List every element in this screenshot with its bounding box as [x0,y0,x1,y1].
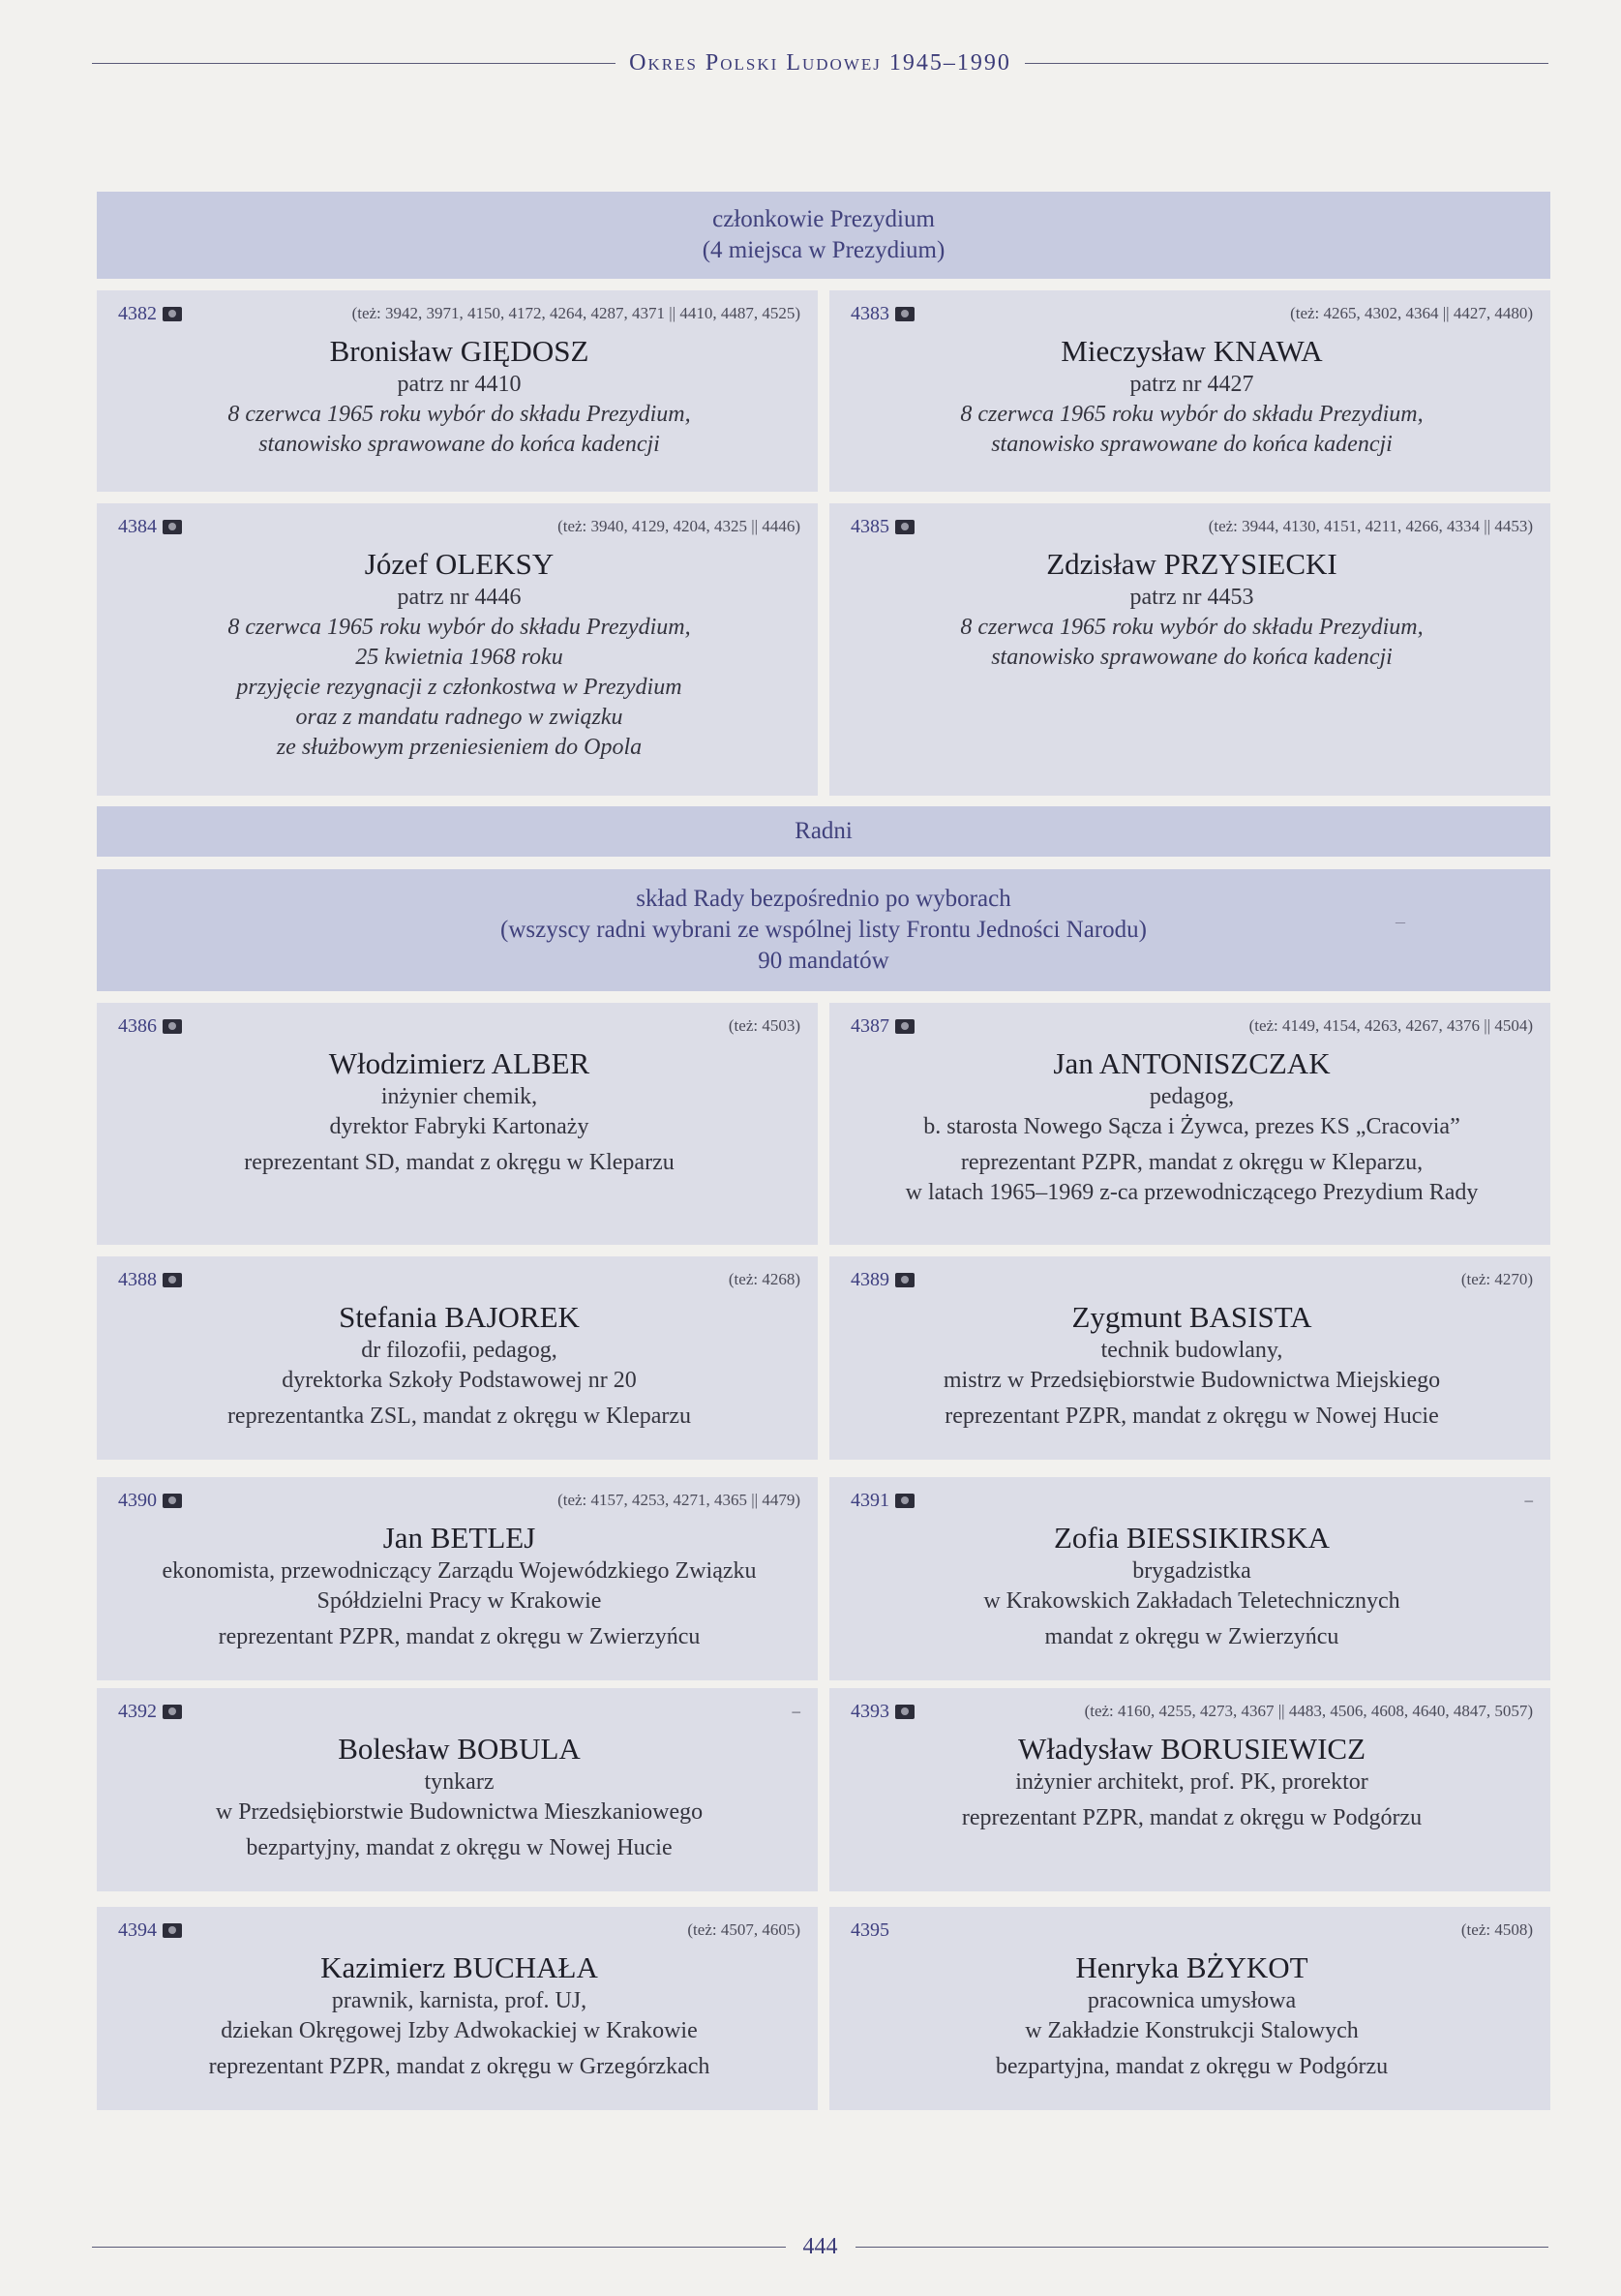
page-number: 444 [802,2234,838,2259]
entry-line: tynkarz [424,1769,495,1795]
entry-refs: (też: 4270) [1460,1270,1533,1288]
council-header-line1: skład Rady bezpośrednio po wyborach [636,886,1011,912]
entry-top-row [118,1698,800,1725]
entry-number [851,1701,915,1723]
entry-line: technik budowlany, [1100,1338,1283,1363]
entry-card [829,1477,1550,1680]
entry-line: mistrz w Przedsiębiorstwie Budownictwa Miejskiego [943,1368,1441,1393]
entry-line: brygadzistka [1132,1558,1251,1584]
entry-body [851,333,1533,460]
council-header-line3: 90 mandatów [758,948,889,974]
entry-line: mandat z okręgu w Zwierzyńcu [1044,1624,1339,1649]
entry-card [97,1003,818,1245]
entry-refs: (też: 4508) [1460,1920,1533,1939]
entry-refs: – [792,1702,800,1720]
entry-number [118,1269,182,1291]
entry-line: inżynier chemik, [380,1084,538,1109]
entry-line: 25 kwietnia 1968 roku [355,645,563,670]
entry-line: oraz z mandatu radnego w związku [295,705,623,730]
entry-number-text: 4391 [851,1489,889,1511]
entry-card [97,1907,818,2110]
entry-line: pedagog, [1149,1084,1235,1109]
entry-name: Zygmunt BASISTA [1071,1300,1312,1334]
entry-number [118,303,182,325]
entry-number [118,516,182,538]
entry-body [851,546,1533,673]
entry-line: 8 czerwca 1965 roku wybór do składu Prezydium, [227,402,691,427]
entry-number [118,1015,182,1038]
entry-body [851,1299,1533,1432]
entry-name: Mieczysław KNAWA [1061,334,1323,368]
running-header [92,50,1548,76]
entry-refs: (też: 3942, 3971, 4150, 4172, 4264, 4287, 4371 || 4410, 4487, 4525) [351,304,800,322]
entry-number-text: 4389 [851,1268,889,1290]
entry-card [829,1003,1550,1245]
entry-number [851,1015,915,1038]
entry-top-row [118,300,800,327]
entry-name: Zdzisław PRZYSIECKI [1046,547,1337,581]
entry-refs: (też: 4149, 4154, 4263, 4267, 4376 || 4504) [1248,1016,1533,1035]
entry-line: inżynier architekt, prof. PK, prorektor [1015,1769,1368,1795]
entry-line: przyjęcie rezygnacji z członkostwa w Prezydium [236,675,682,700]
entry-body [851,1520,1533,1652]
entry-card [97,1256,818,1460]
entry-name: Jan ANTONISZCZAK [1053,1046,1331,1080]
footer-rule-right [856,2247,1549,2248]
entry-line: w Krakowskich Zakładach Teletechnicznych [983,1588,1400,1614]
entry-number [851,303,915,325]
entry-line: patrz nr 4453 [1129,585,1254,610]
entry-number [851,516,915,538]
entry-line: patrz nr 4410 [397,372,522,397]
entry-body [118,1045,800,1178]
entry-line: ekonomista, przewodniczący Zarządu Wojewódzkiego Związku [162,1558,757,1584]
entry-body [118,546,800,763]
entry-card [829,290,1550,492]
entry-number-text: 4392 [118,1700,157,1722]
photo-icon [895,1494,915,1508]
entry-number-text: 4394 [118,1918,157,1941]
entry-name: Stefania BAJOREK [339,1300,580,1334]
entry-refs: (też: 3940, 4129, 4204, 4325 || 4446) [557,517,800,535]
entry-number [118,1490,182,1512]
presidium-header [97,192,1550,279]
entry-line: w Zakładzie Konstrukcji Stalowych [1025,2018,1359,2043]
presidium-header-line1: członkowie Prezydium [712,206,935,232]
header-rule-right [1025,63,1548,64]
entry-line: 8 czerwca 1965 roku wybór do składu Prezydium, [960,615,1424,640]
entry-number-text: 4387 [851,1014,889,1037]
photo-icon [895,1019,915,1034]
photo-icon [895,1273,915,1287]
entry-line: bezpartyjna, mandat z okręgu w Podgórzu [995,2054,1389,2079]
entry-line: Spółdzielni Pracy w Krakowie [316,1588,602,1614]
entry-refs: (też: 3944, 4130, 4151, 4211, 4266, 4334 || 4453) [1208,517,1533,535]
entry-line: b. starosta Nowego Sącza i Żywca, prezes KS „Cracovia” [923,1114,1460,1139]
photo-icon [163,1923,182,1938]
photo-icon [163,520,182,534]
entry-line: 8 czerwca 1965 roku wybór do składu Prezydium, [227,615,691,640]
entry-card [829,503,1550,796]
entry-line: patrz nr 4446 [397,585,522,610]
entry-refs: (też: 4265, 4302, 4364 || 4427, 4480) [1290,304,1533,322]
entry-line: ze służbowym przeniesieniem do Opola [276,735,643,760]
entry-top-row [118,1487,800,1514]
photo-icon [163,1273,182,1287]
entry-line: prawnik, karnista, prof. UJ, [331,1988,587,2013]
radni-title: Radni [795,818,853,844]
entry-number-text: 4383 [851,302,889,324]
photo-icon [163,1705,182,1719]
entry-line: 8 czerwca 1965 roku wybór do składu Prezydium, [960,402,1424,427]
entry-card [97,1688,818,1891]
entry-name: Jan BETLEJ [382,1521,536,1555]
page-footer [92,2234,1548,2260]
entry-card [97,503,818,796]
entry-line: reprezentant PZPR, mandat z okręgu w Nowej Hucie [945,1404,1439,1429]
entry-number-text: 4388 [118,1268,157,1290]
entry-name: Bolesław BOBULA [338,1732,581,1766]
presidium-header-line2: (4 miejsca w Prezydium) [702,237,946,263]
photo-icon [895,307,915,321]
entry-line: reprezentant PZPR, mandat z okręgu w Podgórzu [961,1805,1423,1830]
entry-line: w Przedsiębiorstwie Budownictwa Mieszkaniowego [215,1799,704,1825]
entry-body [118,333,800,460]
entry-name: Bronisław GIĘDOSZ [329,334,589,368]
entry-refs: – [1524,1491,1533,1509]
entry-refs: (też: 4268) [728,1270,800,1288]
entry-top-row [851,1698,1533,1725]
entry-body [851,1045,1533,1208]
entry-name: Józef OLEKSY [364,547,555,581]
entry-line: dyrektorka Szkoły Podstawowej nr 20 [282,1368,637,1393]
entry-line: dziekan Okręgowej Izby Adwokackiej w Krakowie [221,2018,698,2043]
entry-name: Kazimierz BUCHAŁA [320,1950,598,1984]
entry-top-row [118,1012,800,1040]
footer-rule-left [92,2247,786,2248]
entry-number-text: 4386 [118,1014,157,1037]
header-rule-left [92,63,615,64]
entry-top-row [851,300,1533,327]
radni-header [97,806,1550,857]
entry-top-row [851,1917,1533,1944]
entry-line: pracownica umysłowa [1087,1988,1297,2013]
entry-top-row [118,1917,800,1944]
entry-number [118,1701,182,1723]
photo-icon [895,1705,915,1719]
entry-card [829,1688,1550,1891]
entry-line: stanowisko sprawowane do końca kadencji [991,432,1393,457]
entry-number-text: 4384 [118,515,157,537]
entry-top-row [851,1487,1533,1514]
entry-body [118,1299,800,1432]
entry-top-row [851,1266,1533,1293]
entry-line: stanowisko sprawowane do końca kadencji [258,432,660,457]
entry-line: w latach 1965–1969 z-ca przewodniczącego Prezydium Rady [905,1180,1479,1205]
entry-body [118,1520,800,1652]
entry-line: patrz nr 4427 [1129,372,1254,397]
entry-line: stanowisko sprawowane do końca kadencji [991,645,1393,670]
entry-top-row [118,1266,800,1293]
entry-line: reprezentant PZPR, mandat z okręgu w Zwierzyńcu [218,1624,701,1649]
photo-icon [895,520,915,534]
council-header [97,869,1550,991]
entry-top-row [118,513,800,540]
entry-body [118,1949,800,2082]
entry-name: Zofia BIESSIKIRSKA [1053,1521,1331,1555]
council-header-mark: – [1396,911,1405,932]
entry-refs: (też: 4160, 4255, 4273, 4367 || 4483, 4506, 4608, 4640, 4847, 5057) [1084,1702,1533,1720]
entry-card [97,290,818,492]
entry-line: dr filozofii, pedagog, [361,1338,557,1363]
entry-name: Władysław BORUSIEWICZ [1017,1732,1366,1766]
photo-icon [163,1494,182,1508]
entry-number-text: 4390 [118,1489,157,1511]
entry-line: reprezentantka ZSL, mandat z okręgu w Kleparzu [226,1404,692,1429]
entry-name: Henryka BŻYKOT [1075,1950,1308,1984]
entry-top-row [851,1012,1533,1040]
entry-name: Włodzimierz ALBER [328,1046,590,1080]
entry-body [118,1731,800,1863]
running-title: Okres Polski Ludowej 1945–1990 [629,50,1011,76]
entry-refs: (też: 4507, 4605) [687,1920,800,1939]
entry-refs: (też: 4503) [728,1016,800,1035]
entry-card [829,1256,1550,1460]
entry-body [851,1731,1533,1833]
entry-top-row [851,513,1533,540]
entry-line: bezpartyjny, mandat z okręgu w Nowej Hucie [246,1835,673,1860]
entry-number-text: 4393 [851,1700,889,1722]
entry-number [851,1919,889,1942]
entry-number [851,1490,915,1512]
entry-number-text: 4385 [851,515,889,537]
entry-number-text: 4395 [851,1918,889,1941]
entry-body [851,1949,1533,2082]
entry-number [118,1919,182,1942]
entry-line: dyrektor Fabryki Kartonaży [329,1114,589,1139]
entry-refs: (też: 4157, 4253, 4271, 4365 || 4479) [557,1491,800,1509]
entry-line: reprezentant SD, mandat z okręgu w Kleparzu [244,1150,675,1175]
photo-icon [163,1019,182,1034]
entry-line: reprezentant PZPR, mandat z okręgu w Grzegórzkach [208,2054,710,2079]
entry-card [829,1907,1550,2110]
entry-line: reprezentant PZPR, mandat z okręgu w Kleparzu, [960,1150,1424,1175]
photo-icon [163,307,182,321]
council-header-line2: (wszyscy radni wybrani ze wspólnej listy Frontu Jedności Narodu) [500,917,1147,943]
entry-number-text: 4382 [118,302,157,324]
entry-number [851,1269,915,1291]
entry-card [97,1477,818,1680]
